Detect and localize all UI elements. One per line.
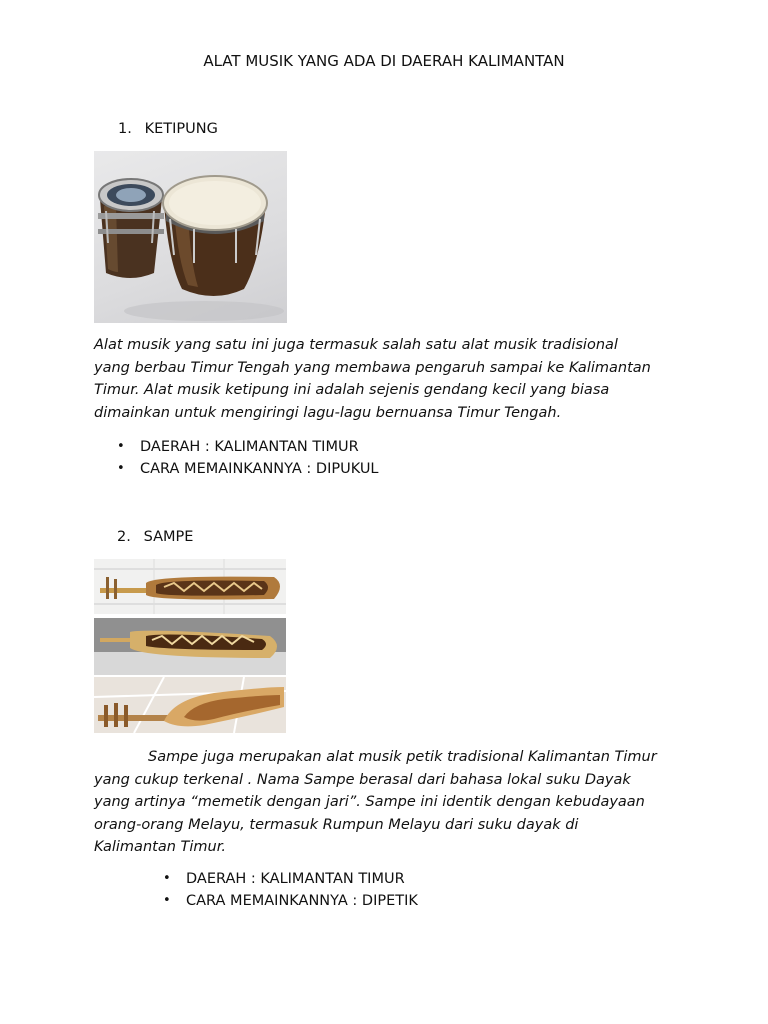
bullet-item-cara-memainkan: • CARA MEMAINKANNYA : DIPETIK (163, 890, 418, 912)
paragraph-line: dimainkan untuk mengiringi lagu-lagu bernuansa Timur Tengah. (94, 404, 562, 421)
section-number: 1. (118, 121, 132, 137)
section-heading-text: KETIPUNG (144, 121, 218, 137)
ketipung-bullet-list (117, 436, 379, 480)
ketipung-description (94, 334, 651, 424)
section-heading-ketipung (118, 118, 218, 140)
paragraph-line: Timur. Alat musik ketipung ini adalah sejenis gendang kecil yang biasa (94, 382, 610, 398)
sampe-photo-bottom (94, 677, 286, 733)
sampe-description (94, 746, 657, 859)
ketipung-drums-photo (94, 151, 287, 323)
section-heading-text: SAMPE (143, 529, 194, 545)
document-title: ALAT MUSIK YANG ADA DI DAERAH KALIMANTAN (203, 52, 565, 70)
paragraph-line: yang artinya “memetik dengan jari”. Sampe ini identik dengan kebudayaan (94, 794, 645, 810)
sampe-photo-top (94, 559, 286, 614)
sampe-bullet-list (163, 868, 418, 912)
sampe-photo-middle (94, 618, 286, 675)
paragraph-line: Alat musik yang satu ini juga termasuk salah satu alat musik tradisional (94, 337, 618, 353)
section-number: 2. (117, 529, 131, 545)
paragraph-line: orang-orang Melayu, termasuk Rumpun Melayu dari suku dayak di (94, 816, 579, 833)
bullet-item-cara-memainkan: • CARA MEMAINKANNYA : DIPUKUL (117, 458, 379, 480)
paragraph-line: yang berbau Timur Tengah yang membawa pengaruh sampai ke Kalimantan (94, 359, 651, 376)
bullet-item-daerah: • DAERAH : KALIMANTAN TIMUR (117, 436, 379, 458)
paragraph-line: Kalimantan Timur. (94, 839, 226, 855)
section-heading-sampe (117, 526, 193, 548)
paragraph-line: yang cukup terkenal . Nama Sampe berasal dari bahasa lokal suku Dayak (94, 771, 631, 788)
bullet-item-daerah: • DAERAH : KALIMANTAN TIMUR (163, 868, 418, 890)
paragraph-line: Sampe juga merupakan alat musik petik tradisional Kalimantan Timur (148, 749, 657, 765)
